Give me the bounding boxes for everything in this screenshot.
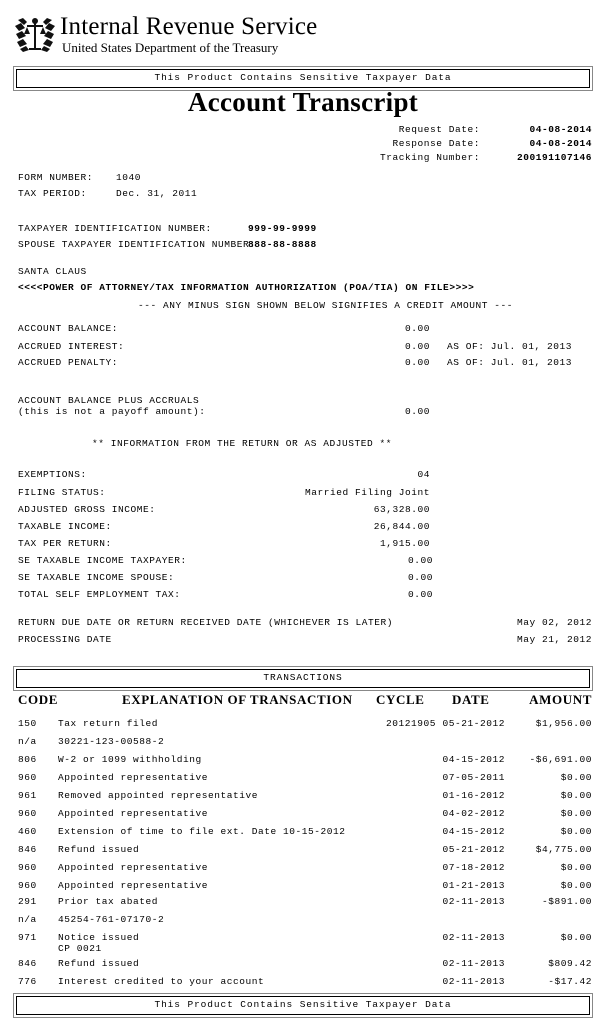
transaction-date: 07-18-2012: [442, 862, 505, 873]
transaction-amount: -$17.42: [548, 976, 592, 987]
table-row: [0, 880, 606, 891]
table-row: [0, 808, 606, 819]
response-date-value: 04-08-2014: [529, 138, 592, 149]
transaction-code: 846: [18, 958, 37, 969]
column-header-date: DATE: [452, 692, 490, 707]
taxpayer-id-value: 999-99-9999: [248, 223, 317, 234]
transaction-amount: $0.00: [560, 772, 592, 783]
transaction-explanation: Refund issued: [58, 958, 140, 969]
accrued-penalty-as-of: AS OF: Jul. 01, 2013: [447, 357, 573, 368]
transaction-explanation: Appointed representative: [58, 808, 209, 819]
form-number-label: FORM NUMBER:: [18, 172, 94, 183]
transactions-banner-text: TRANSACTIONS: [16, 669, 590, 688]
transaction-date: 07-05-2011: [442, 772, 505, 783]
table-row: [0, 896, 606, 907]
table-row: [0, 862, 606, 873]
spouse-id-label: SPOUSE TAXPAYER IDENTIFICATION NUMBER:: [18, 239, 256, 250]
agency-name: Internal Revenue Service: [60, 13, 318, 40]
request-date-label: Request Date:: [398, 124, 480, 135]
column-header-amount: AMOUNT: [529, 692, 592, 707]
transaction-date: 02-11-2013: [442, 896, 505, 907]
account-balance-value: 0.00: [404, 323, 430, 334]
account-balance-label: ACCOUNT BALANCE:: [18, 323, 119, 334]
se-taxable-income-spouse-value: 0.00: [407, 572, 433, 583]
transaction-date: 05-21-2012: [442, 844, 505, 855]
transaction-amount: -$891.00: [541, 896, 592, 907]
transaction-date: 02-11-2013: [442, 958, 505, 969]
transaction-explanation: Removed appointed representative: [58, 790, 259, 801]
transaction-code: 776: [18, 976, 37, 987]
transaction-date: 02-11-2013: [442, 932, 505, 943]
transaction-code: 971: [18, 932, 37, 943]
exemptions-value: 04: [417, 469, 430, 480]
transaction-amount: $1,956.00: [535, 718, 592, 729]
form-number-value: 1040: [116, 172, 142, 183]
transaction-code: n/a: [18, 914, 37, 925]
transaction-amount: $0.00: [560, 790, 592, 801]
taxpayer-id-label: TAXPAYER IDENTIFICATION NUMBER:: [18, 223, 212, 234]
se-taxable-income-spouse-label: SE TAXABLE INCOME SPOUSE:: [18, 572, 175, 583]
tax-period-value: Dec. 31, 2011: [116, 188, 198, 199]
transaction-amount: $0.00: [560, 880, 592, 891]
accrued-penalty-value: 0.00: [404, 357, 430, 368]
column-header-code: CODE: [18, 692, 58, 707]
transaction-code: 961: [18, 790, 37, 801]
transaction-explanation: Extension of time to file ext. Date 10-15-2012: [58, 826, 346, 837]
accrued-interest-value: 0.00: [404, 341, 430, 352]
transaction-cycle: 20121905: [385, 718, 436, 729]
spouse-id-value: 888-88-8888: [248, 239, 317, 250]
transaction-date: 02-11-2013: [442, 976, 505, 987]
return-info-heading: ** INFORMATION FROM THE RETURN OR AS ADJUSTED **: [92, 438, 393, 449]
transaction-code: 960: [18, 808, 37, 819]
transaction-amount: -$6,691.00: [529, 754, 592, 765]
transaction-date: 04-02-2012: [442, 808, 505, 819]
tax-per-return-label: TAX PER RETURN:: [18, 538, 112, 549]
table-row: [0, 772, 606, 783]
table-row: [0, 932, 606, 954]
transaction-code: 460: [18, 826, 37, 837]
transaction-explanation: Tax return filed: [58, 718, 159, 729]
transaction-explanation: Prior tax abated: [58, 896, 159, 907]
transaction-amount: $0.00: [560, 808, 592, 819]
transaction-amount: $0.00: [560, 862, 592, 873]
transaction-code: 960: [18, 862, 37, 873]
sensitive-data-banner-bottom-text: This Product Contains Sensitive Taxpayer Data: [16, 996, 590, 1015]
transaction-explanation: W-2 or 1099 withholding: [58, 754, 202, 765]
processing-date-value: May 21, 2012: [516, 634, 592, 645]
transaction-code: 960: [18, 772, 37, 783]
transaction-code: 846: [18, 844, 37, 855]
return-due-date-label: RETURN DUE DATE OR RETURN RECEIVED DATE (WHICHEVER IS LATER): [18, 617, 394, 628]
table-row: [0, 958, 606, 969]
tracking-number-label: Tracking Number:: [379, 152, 480, 163]
transaction-date: 04-15-2012: [442, 754, 505, 765]
balance-plus-accruals-label-line1: ACCOUNT BALANCE PLUS ACCRUALS: [18, 395, 200, 406]
total-self-employment-tax-label: TOTAL SELF EMPLOYMENT TAX:: [18, 589, 181, 600]
se-taxable-income-taxpayer-value: 0.00: [407, 555, 433, 566]
transaction-code: n/a: [18, 736, 37, 747]
filing-status-label: FILING STATUS:: [18, 487, 106, 498]
transactions-banner: [13, 666, 593, 691]
tax-period-label: TAX PERIOD:: [18, 188, 87, 199]
sensitive-data-banner-top-text: This Product Contains Sensitive Taxpayer Data: [16, 69, 590, 88]
transaction-amount: $4,775.00: [535, 844, 592, 855]
transaction-explanation: Appointed representative: [58, 772, 209, 783]
taxable-income-label: TAXABLE INCOME:: [18, 521, 112, 532]
transaction-code: 291: [18, 896, 37, 907]
table-row: [0, 790, 606, 801]
total-self-employment-tax-value: 0.00: [407, 589, 433, 600]
poa-notice: <<<<POWER OF ATTORNEY/TAX INFORMATION AUTHORIZATION (POA/TIA) ON FILE>>>>: [18, 282, 475, 293]
transaction-explanation: 45254-761-07170-2: [58, 914, 165, 925]
se-taxable-income-taxpayer-label: SE TAXABLE INCOME TAXPAYER:: [18, 555, 187, 566]
table-row: [0, 826, 606, 837]
exemptions-label: EXEMPTIONS:: [18, 469, 87, 480]
column-header-explanation: EXPLANATION OF TRANSACTION: [122, 692, 353, 707]
balance-plus-accruals-label-line2: (this is not a payoff amount):: [18, 406, 206, 417]
masthead: [14, 14, 317, 55]
balance-plus-accruals-value: 0.00: [404, 406, 430, 417]
agency-department: United States Department of the Treasury: [62, 40, 279, 55]
table-row: [0, 844, 606, 855]
transaction-code: 150: [18, 718, 37, 729]
taxable-income-value: 26,844.00: [373, 521, 430, 532]
transaction-explanation: Appointed representative: [58, 862, 209, 873]
transaction-explanation: Interest credited to your account: [58, 976, 265, 987]
tracking-number-value: 200191107146: [516, 152, 592, 163]
transaction-explanation: Notice issued: [58, 932, 140, 943]
transaction-amount: $0.00: [560, 826, 592, 837]
tax-per-return-value: 1,915.00: [379, 538, 430, 549]
transaction-date: 01-21-2013: [442, 880, 505, 891]
table-row: [0, 914, 606, 925]
accrued-interest-as-of: AS OF: Jul. 01, 2013: [447, 341, 573, 352]
transaction-date: 01-16-2012: [442, 790, 505, 801]
adjusted-gross-income-label: ADJUSTED GROSS INCOME:: [18, 504, 156, 515]
filing-status-value: Married Filing Joint: [304, 487, 430, 498]
transaction-explanation: Refund issued: [58, 844, 140, 855]
transaction-explanation: 30221-123-00588-2: [58, 736, 165, 747]
adjusted-gross-income-value: 63,328.00: [373, 504, 430, 515]
transaction-date: 05-21-2012: [442, 718, 505, 729]
transaction-code: 806: [18, 754, 37, 765]
minus-sign-notice: --- ANY MINUS SIGN SHOWN BELOW SIGNIFIES A CREDIT AMOUNT ---: [138, 300, 514, 311]
transaction-explanation: Appointed representative: [58, 880, 209, 891]
irs-eagle-seal-icon: [14, 16, 56, 54]
table-row: [0, 718, 606, 729]
response-date-label: Response Date:: [392, 138, 480, 149]
column-header-cycle: CYCLE: [376, 692, 425, 707]
table-row: [0, 736, 606, 747]
table-row: [0, 754, 606, 765]
request-date-value: 04-08-2014: [529, 124, 592, 135]
transaction-code: 960: [18, 880, 37, 891]
processing-date-label: PROCESSING DATE: [18, 634, 112, 645]
transaction-amount: $809.42: [548, 958, 592, 969]
return-due-date-value: May 02, 2012: [516, 617, 592, 628]
taxpayer-name: SANTA CLAUS: [18, 266, 87, 277]
page-title: Account Transcript: [187, 87, 419, 117]
table-row: [0, 976, 606, 987]
accrued-interest-label: ACCRUED INTEREST:: [18, 341, 125, 352]
transaction-explanation-secondary: CP 0021: [58, 943, 102, 954]
accrued-penalty-label: ACCRUED PENALTY:: [18, 357, 119, 368]
sensitive-data-banner-bottom: [13, 993, 593, 1018]
transaction-amount: $0.00: [560, 932, 592, 943]
transaction-date: 04-15-2012: [442, 826, 505, 837]
